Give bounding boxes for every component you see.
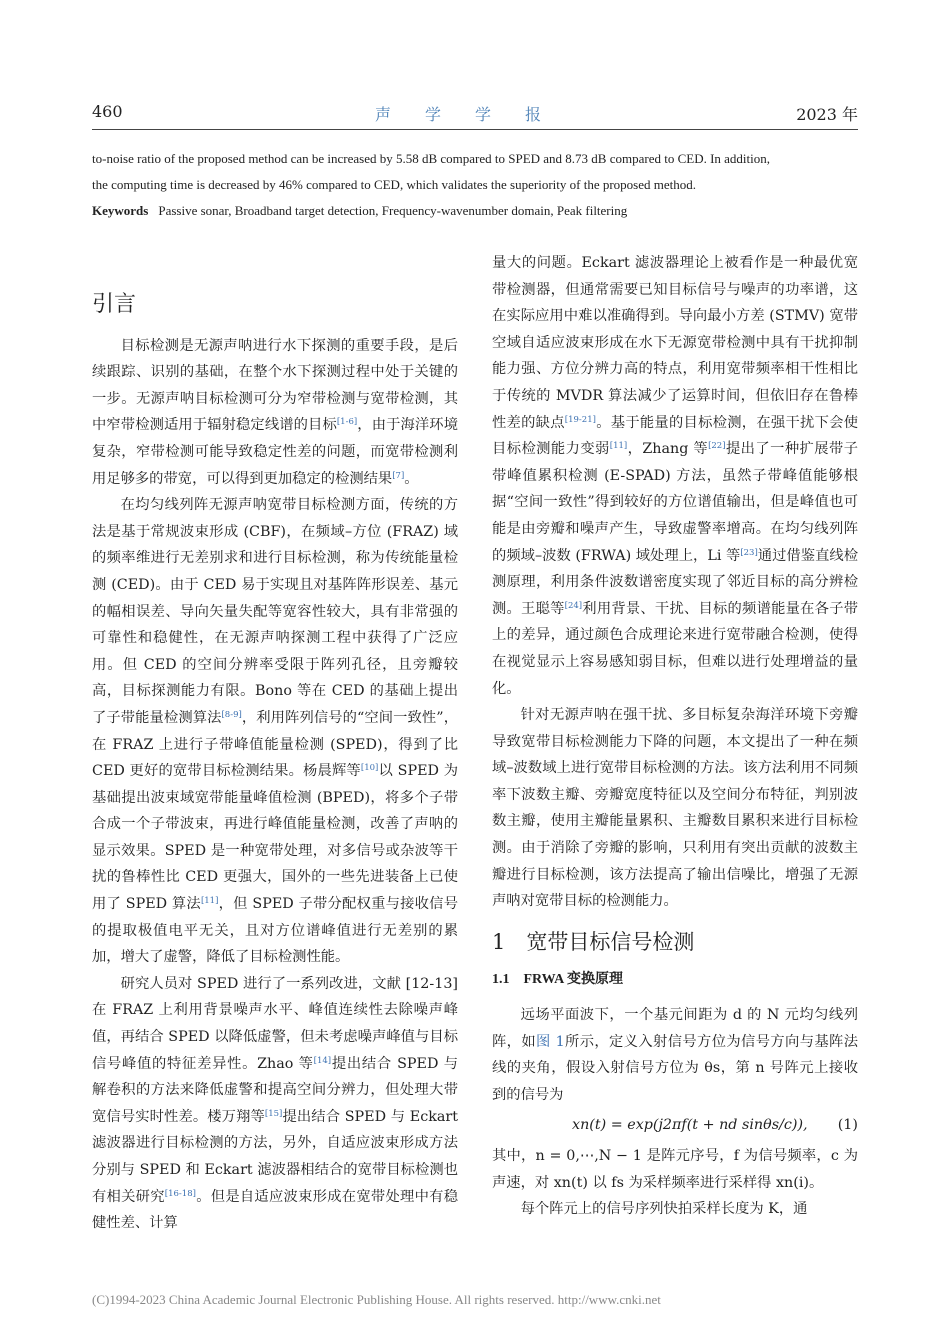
equation-1-number: (1) [837,1117,858,1134]
citation[interactable]: [7] [392,470,405,481]
copyright-footer: (C)1994-2023 China Academic Journal Electronic Publishing House. All rights reserved. http://www.cnki.net [92,1292,661,1307]
page-number: 460 [92,102,123,121]
intro-paragraph-3: 研究人员对 SPED 进行了一系列改进，文献 [12-13] 在 FRAZ 上利用背景噪声水平、峰值连续性去除噪声峰值，再结合 SPED 以降低虚警，但未考虑噪声峰值与目标信号峰值的特征差异性。Zhao 等[14]提出结合 SPED 与解卷积的方法来降低虚警和提高空间分辨力，但处理大带宽信号实时性差。楼万翔等[15]提出结合 SPED 与 Eckart 滤波器进行目标检测的方法，另外，自适应波束形成方法分别与 SPED 和 Eckart 滤波器相结合的宽带目标检测也有相关研究[16-18]。但是自适应波束形成在宽带处理中有稳健性差、计算 [92,975,459,1232]
abstract-line-2: the computing time is decreased by 46% compared to CED, which validates the superiority of the proposed method. [92,177,696,192]
journal-name: 声学学报 [374,105,575,124]
right-column [492,250,858,1223]
intro-heading: 引言 [92,292,137,317]
citation[interactable]: [19-21] [564,414,596,425]
citation[interactable]: [10] [360,763,379,774]
header-rule [92,129,858,130]
citation[interactable]: [8-9] [221,709,242,720]
citation[interactable]: [24] [564,600,583,611]
right-paragraph-1: 量大的问题。Eckart 滤波器理论上被看作是一种最优宽带检测器，但通常需要已知目标信号与噪声的功率谱，这在实际应用中难以准确得到。导向最小方差 (STMV) 宽带空域自适应波束形成在水下无源宽带检测中具有干扰抑制能力强、方位分辨力高的特点，利用宽带频率相干性相比于传统的 MVDR 算法减少了运算时间，但依旧存在鲁棒性差的缺点[19-21]。基于能量的目标检测，在强干扰下会使目标检测能力变弱[11]，Zhang 等[22]提出了一种扩展带子带峰值累积检测 (E-SPAD) 方法，虽然子带峰值能够根据“空间一致性”得到较好的方位谱值输出，但是峰值也可能是由旁瓣和噪声产生，导致虚警率增高。在均匀线列阵的频域–波数 (FRWA) 域处理上，Li 等[23]通过借鉴直线检测原理，利用条件波数谱密度实现了邻近目标的高分辨检测。王聪等[24]利用背景、干扰、目标的频谱能量在各子带上的差异，通过颜色合成理论来进行宽带融合检测，使得在视觉显示上容易感知弱目标，但难以进行处理增益的量化。 [492,255,859,697]
right-paragraph-5: 每个阵元上的信号序列快拍采样长度为 K，通 [520,1201,808,1218]
keywords-label: Keywords [92,203,149,218]
citation[interactable]: [11] [609,441,628,452]
running-header [92,102,858,126]
right-paragraph-3: 远场平面波下，一个基元间距为 d 的 N 元均匀线列阵，如图 1所示，定义入射信号方位为信号方向与基阵法线的夹角，假设入射信号方位为 θs，第 n 号阵元上接收到的信号为 [492,1007,859,1103]
right-paragraph-2: 针对无源声呐在强干扰、多目标复杂海洋环境下旁瓣导致宽带目标检测能力下降的问题，本文提出了一种在频域–波数域上进行宽带目标检测的方法。该方法利用不同频率下波数主瓣、旁瓣宽度特征以及空间分布特征，判别波数主瓣，使用主瓣能量累积、主瓣数目累积来进行目标检测。由于消除了旁瓣的影响，只利用有突出贡献的波数主瓣进行目标检测，该方法提高了输出信噪比，增强了无源声呐对宽带目标的检测能力。 [492,707,858,910]
section-1-heading: 1 宽带目标信号检测 [492,929,695,954]
equation-1 [492,1112,858,1139]
abstract-line-1: to-noise ratio of the proposed method can be increased by 5.58 dB compared to SPED and 8.73 dB compared to CED. In addition, [92,151,771,166]
equation-1-body: xn(t) = exp(j2πf(t + nd sinθs/c)), [572,1117,808,1134]
publication-year: 2023 年 [796,105,858,124]
citation[interactable]: [15] [264,1108,283,1119]
citation[interactable]: [1-6] [336,417,358,428]
citation[interactable]: [11] [200,896,219,907]
keywords-text: Passive sonar, Broadband target detection, Frequency-wavenumber domain, Peak filtering [158,203,628,218]
keywords [92,198,858,224]
right-paragraph-4: 其中，n = 0,⋯,N − 1 是阵元序号，f 为信号频率，c 为声速，对 xn(t) 以 fs 为采样频率进行采样得 xn(i)。 [492,1148,858,1191]
citation[interactable]: [23] [740,547,758,558]
figure-reference[interactable]: 图 1 [536,1033,565,1050]
intro-paragraph-2: 在均匀线列阵无源声呐宽带目标检测方面，传统的方法是基于常规波束形成 (CBF)，在频域–方位 (FRAZ) 域的频率维进行无差别求和进行目标检测，称为传统能量检测 (CED)。由于 CED 易于实现且对基阵阵形误差、基元的幅相误差、导向矢量失配等宽容性较大，具有非常强的可靠性和稳健性，在无源声呐探测工程中获得了广泛应用。但 CED 的空间分辨率受限于阵列孔径，且旁瓣较高，目标探测能力有限。Bono 等在 CED 的基础上提出了子带能量检测算法[8-9]，利用阵列信号的“空间一致性”，在 FRAZ 上进行子带峰值能量检测 (SPED)，得到了比 CED 更好的宽带目标检测结果。杨晨辉等[10]以 SPED 为基础提出波束域宽带能量峰值检测 (BPED)，将多个子带合成一个子带波束，再进行峰值能量检测，改善了声呐的显示效果。SPED 是一种宽带处理，对多信号或杂波等干扰的鲁棒性比 CED 更强大，国外的一些先进装备上已使用了 SPED 算法[11]，但 SPED 子带分配权重与接收信号的提取极值电平无关，且对方位谱峰值进行无差别的累加，增大了虚警，降低了目标检测性能。 [92,497,459,966]
citation[interactable]: [22] [708,441,726,452]
left-column [92,282,458,1237]
subsection-1-1-heading: 1.1 FRWA 变换原理 [492,972,623,988]
citation[interactable]: [16-18] [164,1188,196,1199]
citation[interactable]: [14] [313,1055,332,1066]
intro-paragraph-1: 目标检测是无源声呐进行水下探测的重要手段，是后续跟踪、识别的基础，在整个水下探测过程中处于关键的一步。无源声呐目标检测可分为窄带检测与宽带检测，其中窄带检测适用于辐射稳定线谱的目标[1-6]，由于海洋环境复杂，窄带检测可能导致稳定性差的问题，而宽带检测利用足够多的带宽，可以得到更加稳定的检测结果[7]。 [92,337,459,487]
